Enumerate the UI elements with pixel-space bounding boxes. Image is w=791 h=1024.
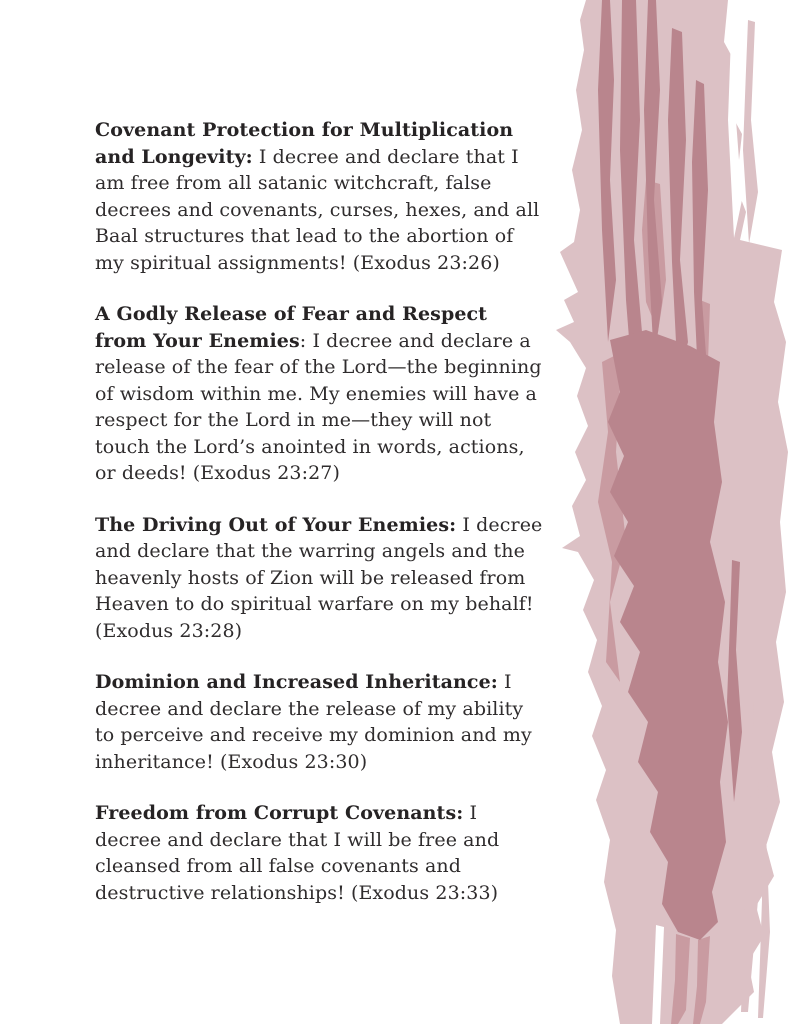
brush-layer-dark	[668, 28, 688, 382]
brush-layer-dark-mass	[608, 330, 728, 940]
brush-gap-white	[652, 925, 664, 1024]
decree-paragraph	[95, 669, 543, 775]
decree-heading: Dominion and Increased Inheritance:	[95, 671, 498, 693]
brush-layer-dark	[644, 0, 662, 362]
decree-body: I decree and declare that I will be free and cleansed from all false covenants and destructive relationships! (Exodus 23:33)	[95, 802, 500, 904]
brush-layer-dark	[620, 0, 642, 402]
decree-heading: The Driving Out of Your Enemies:	[95, 513, 457, 536]
brush-layer-mid	[598, 352, 626, 682]
brush-layer-dark	[692, 80, 708, 422]
decree-heading: A Godly Release of Fear and Respect from Your Enemies	[95, 303, 488, 352]
decree-heading: Freedom from Corrupt Covenants:	[95, 802, 464, 824]
decree-paragraph	[95, 800, 543, 906]
brush-streak-light	[740, 700, 758, 1012]
decree-paragraph	[95, 301, 543, 487]
decree-body: I decree and declare that I am free from all satanic witchcraft, false decrees and covenants, curses, hexes, and all Baal structures that lead to the abortion of my spiritual assignments! (Exodus 23:26)	[95, 145, 540, 274]
brush-stroke-art	[550, 0, 791, 1024]
brush-layer-dark	[727, 560, 742, 802]
brush-layer-mid	[642, 180, 666, 332]
page-text	[95, 117, 543, 931]
decree-body: : I decree and declare a release of the fear of the Lord—the beginning of wisdom within me. My enemies will have a respect for the Lord in me—they will not touch the Lord’s anointed in words, actions, or deeds! (Exodus 23:27)	[95, 329, 542, 484]
brush-streak-light	[758, 722, 770, 1018]
brush-gap-white	[728, 8, 742, 238]
decree-body: I decree and declare the release of my ability to perceive and receive my dominion and my inheritance! (Exodus 23:30)	[95, 671, 532, 773]
decree-heading: Covenant Protection for Multiplication and Longevity:	[95, 119, 514, 168]
decree-paragraph	[95, 117, 543, 276]
decree-body: I decree and declare that the warring angels and the heavenly hosts of Zion will be released from Heaven to do spiritual warfare on my behalf! (Exodus 23:28)	[95, 513, 543, 642]
brush-layer-mid	[671, 934, 690, 1024]
brush-layer-dark	[598, 0, 616, 342]
brush-layer-mid	[693, 936, 710, 1024]
brush-layer-light	[556, 0, 788, 1024]
decree-paragraph	[95, 512, 543, 645]
brush-streak-light	[743, 20, 758, 244]
brush-layer-mid	[697, 300, 713, 500]
